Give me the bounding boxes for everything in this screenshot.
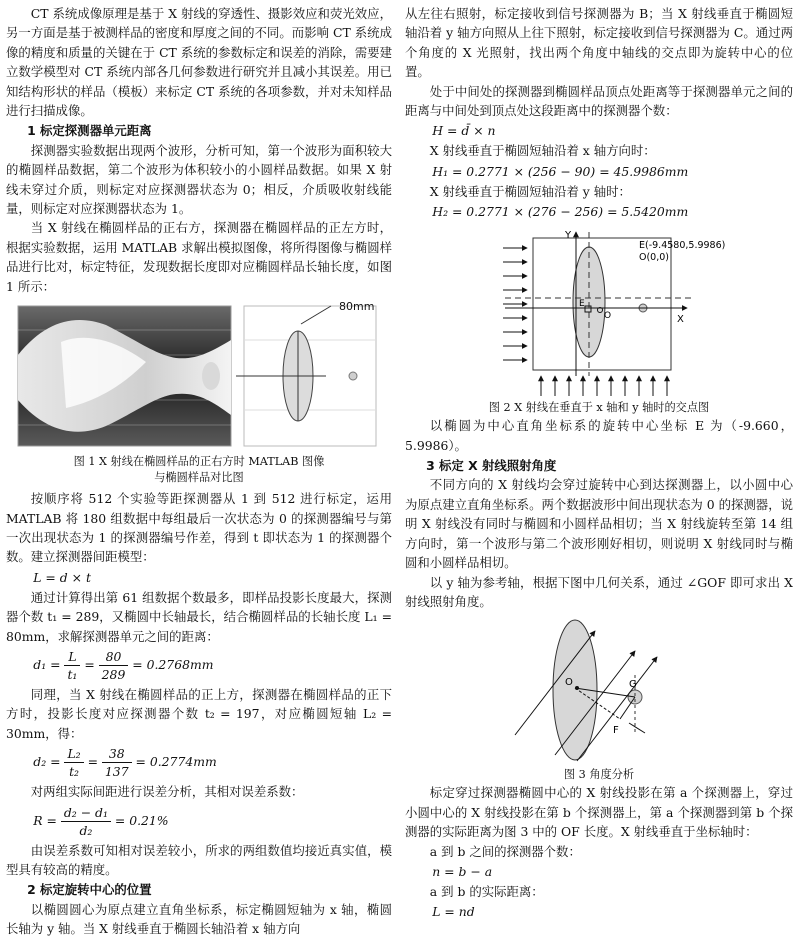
x-axis-label: X xyxy=(677,314,684,326)
paragraph: 当 X 射线在椭圆样品的正右方，探测器在椭圆样品的正左方时，根据实验数据，运用 MATLAB 求解出模拟图像，将所得图像与椭圆样品进行比对，标定特征，发现数据长度即对应椭圆样品长轴长度，如图 1 所示： xyxy=(6,220,392,294)
equation-H1: H₁ = 0.2771 × (256 − 90) = 45.9986mm xyxy=(432,163,689,179)
figure-1-caption-line1: 图 1 X 射线在椭圆样品的正右方时 MATLAB 图像 xyxy=(73,455,325,469)
section-2-heading: 2 标定旋转中心的位置 xyxy=(27,882,152,898)
paragraph: X 射线垂直于椭圆短轴沿着 x 轴方向时： xyxy=(429,143,656,159)
paragraph: 探测器实验数据出现两个波形，分析可知，第一个波形为面积较大的椭圆样品数据，第二个波形为体积较小的小圆样品数据。如果 X 射线未穿过介质，则标定对应探测器状态为 0；相反，介质吸收射线能量，则标定对应探测器状态为 1。 xyxy=(6,142,392,217)
paragraph: 按顺序将 512 个实验等距探测器从 1 到 512 进行标定，运用 MATLAB 将 180 组数据中每组最后一次状态为 0 的探测器编号与第一次出现状态为 1 的探测器编号作差，得到 t 即状态为 1 的探测器个数。建立探测器间距模型： xyxy=(6,491,392,565)
point-O xyxy=(575,686,579,690)
bottom-rays xyxy=(541,376,667,396)
figure-1-caption-line2: 与椭圆样品对比图 xyxy=(154,471,244,485)
y-axis-label: Y xyxy=(565,230,572,242)
paragraph: 不同方向的 X 射线均会穿过旋转中心到达探测器上，以小圆中心为原点建立直角坐标系。两个数据波形中间出现状态为 0 的探测器，说明 X 射线没有同时与椭圆和小圆样品相切；当 X 射线旋转至第 14 组方向时，第一个波形与第二个波形刚好相切，则说明 X 射线同时与椭圆和小圆样品相切。 xyxy=(405,477,793,571)
point-E-label: E xyxy=(579,299,585,310)
left-column xyxy=(6,4,392,939)
fig1-dimension-label: 80mm xyxy=(339,300,375,314)
figure-2-diagram xyxy=(405,226,793,398)
paragraph: a 到 b 的实际距离： xyxy=(429,883,544,899)
equation-d2: d₂ = $\frac{\text{L₂}}{\text{t₂}}$ = $\frac{38}{137}$ = 0.2774mm xyxy=(33,746,217,780)
paragraph: 标定穿过探测器椭圆中心的 X 射线投影在第 a 个探测器上，穿过小圆中心的 X 射线投影在第 b 个探测器上，第 a 个探测器到第 b 个探测器的实际距离为图 3 中的 OF 长度。X 射线垂直于坐标轴时： xyxy=(405,785,793,840)
paragraph: 同理，当 X 射线在椭圆样品的正上方，探测器在椭圆样品的正下方时，投影长度对应探测器个数 t₂ = 197，对应椭圆短轴 L₂ = 30mm，得： xyxy=(6,686,392,741)
paragraph: 以 y 轴为参考轴，根据下图中几何关系，通过 ∠GOF 即可求出 X 射线照射角度。 xyxy=(405,574,793,609)
point-O-label: O xyxy=(565,677,573,689)
equation-R: R = $\frac{\text{d₂ − d₁}}{\text{d₂}}$ = 0.21% xyxy=(33,804,169,838)
paragraph: 从左往右照射，标定接收到信号探测器为 B；当 X 射线垂直于椭圆短轴沿着 y 轴方向照从上往下照射，标定接收到信号探测器为 C。通过两个角度的 X 光照射，找出两个角度中轴线的交点即为旋转中心的位置。 xyxy=(405,6,793,80)
figure-1 xyxy=(6,300,392,450)
figure-3-diagram xyxy=(405,615,793,765)
intro-paragraph: CT 系统成像原理是基于 X 射线的穿透性、摄影效应和荧光效应，另一方面是基于被测样品的密度和厚度之间的不同。而影响 CT 系统成像的精度和质量的关键在于 CT 系统的参数标定和误差的消除，需要建立数学模型对 CT 系统内部各几何参数进行研究并且减小其误差。用已知结构形状的样品（模板）来标定 CT 系统的各项参数，并对未知样品进行扫描成像。 xyxy=(6,6,392,119)
paragraph: 对两组实际间距进行误差分析，其相对误差系数： xyxy=(30,784,304,800)
segment-GF xyxy=(620,697,635,719)
figure-3 xyxy=(405,615,793,765)
paragraph: 处于中间处的探测器到椭圆样品顶点处距离等于探测器单元之间的距离与中间处到顶点处这段距离中的探测器个数： xyxy=(405,83,793,119)
section-1-heading: 1 标定探测器单元距离 xyxy=(27,123,152,139)
equation-H2: H₂ = 0.2771 × (276 − 256) = 5.5420mm xyxy=(432,204,689,220)
point-F-label: F xyxy=(613,725,619,737)
equation-L-nd: L = nd xyxy=(432,904,475,920)
point-O-coordinates: O(0,0) xyxy=(639,252,669,264)
point-E-coordinates: E(-9.4580,5.9986) xyxy=(639,240,726,252)
paragraph: 由误差系数可知相对误差较小，所求的两组数值均接近真实值，模型具有较高的精度。 xyxy=(6,842,392,877)
figure-1-image xyxy=(6,300,392,450)
paragraph: X 射线垂直于椭圆短轴沿着 y 轴时： xyxy=(429,183,631,199)
matlab-small-spot xyxy=(202,362,220,390)
paragraph: 以椭圆为中心直角坐标系的旋转中心坐标 E 为（-9.660，5.9986）。 xyxy=(405,418,793,453)
right-column xyxy=(405,4,793,922)
small-circle-sample xyxy=(349,372,357,380)
paragraph: 以椭圆圆心为原点建立直角坐标系，标定椭圆短轴为 x 轴，椭圆长轴为 y 轴。当 X 射线垂直于椭圆长轴沿着 x 轴方向 xyxy=(6,901,392,937)
equation-d1: d₁ = $\frac{L}{\text{t₁}}$ = $\frac{80}{289}$ = 0.2768mm xyxy=(33,648,214,682)
figure-2-caption: 图 2 X 射线在垂直于 x 轴和 y 轴时的交点图 xyxy=(488,401,710,415)
point-O-label: O xyxy=(604,311,612,322)
figure-1-caption xyxy=(6,454,392,486)
paragraph: a 到 b 之间的探测器个数： xyxy=(429,843,581,859)
point-G-label: G xyxy=(629,679,637,691)
figure-3-caption: 图 3 角度分析 xyxy=(563,768,635,782)
paragraph: 通过计算得出第 61 组数据个数最多，即样品投影长度最大，探测器个数 t₁ = 289，又椭圆中长轴最长，结合椭圆样品的长轴长度 L₁ = 80mm，求解探测器单元之间的距离： xyxy=(6,589,392,644)
left-rays xyxy=(503,248,527,360)
section-3-heading: 3 标定 X 射线照射角度 xyxy=(426,458,557,474)
equation-L: L = d × t xyxy=(33,569,91,585)
equation-n: n = b − a xyxy=(432,863,493,879)
figure-2 xyxy=(405,226,793,398)
equation-H: H = d̄ × n xyxy=(432,123,496,139)
detector-tick xyxy=(629,723,645,733)
